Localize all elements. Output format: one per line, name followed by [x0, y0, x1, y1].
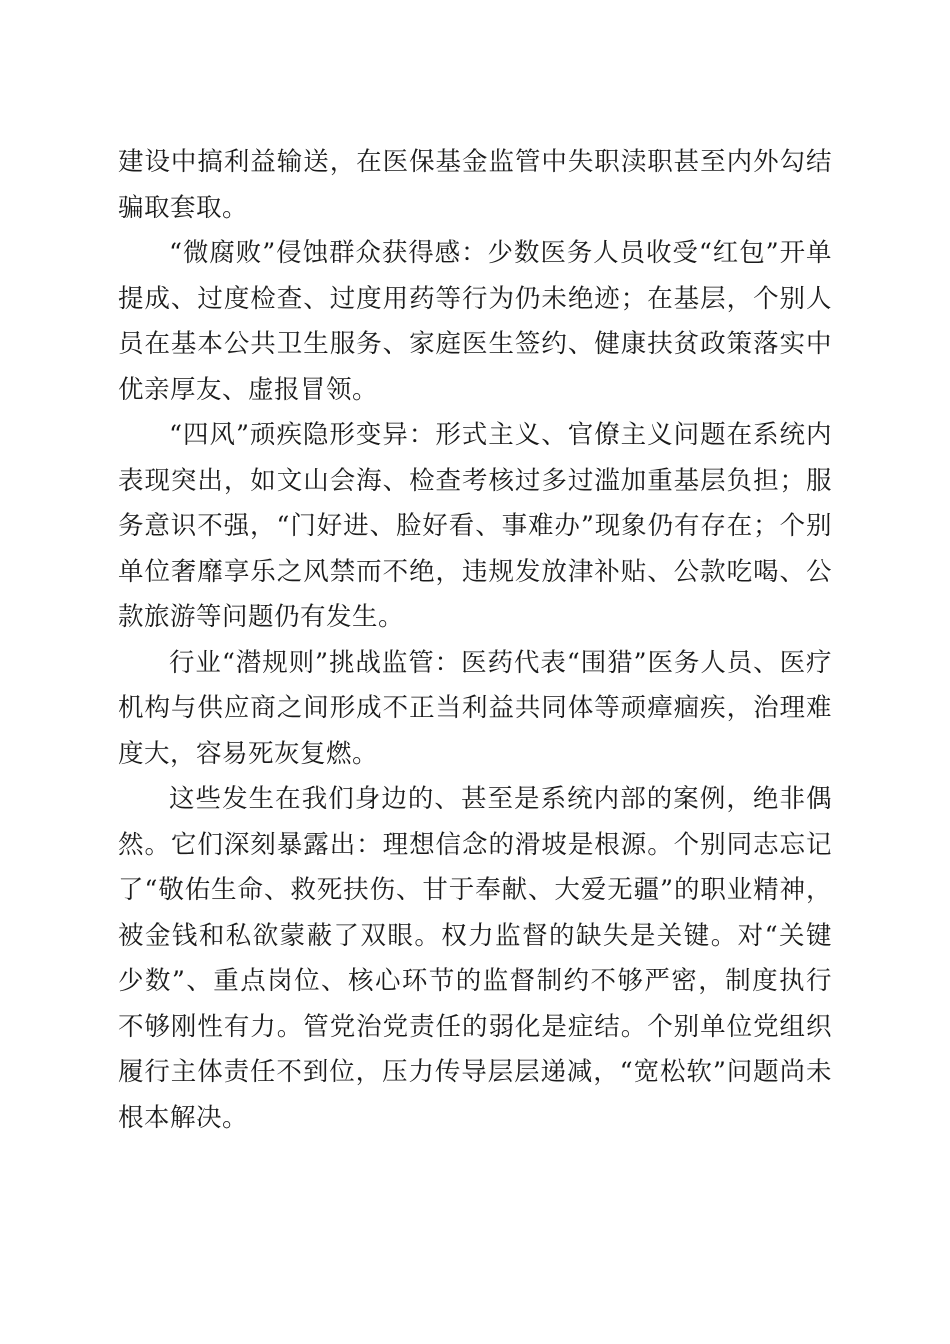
paragraph-hidden-rules: 行业“潜规则”挑战监管：医药代表“围猎”医务人员、医疗机构与供应商之间形成不正当利益共同体等顽瘴痼疾，治理难度大，容易死灰复燃。 [118, 647, 832, 769]
document-body [118, 140, 832, 1141]
paragraph-continuation: 建设中搞利益输送，在医保基金监管中失职渎职甚至内外勾结骗取套取。 [118, 147, 832, 223]
paragraph-micro-corruption: “微腐败”侵蚀群众获得感：少数医务人员收受“红包”开单提成、过度检查、过度用药等行为仍未绝迹；在基层，个别人员在基本公共卫生服务、家庭医生签约、健康扶贫政策落实中优亲厚友、虚报冒领。 [118, 238, 832, 405]
paragraph-root-causes: 这些发生在我们身边的、甚至是系统内部的案例，绝非偶然。它们深刻暴露出：理想信念的滑坡是根源。个别同志忘记了“敬佑生命、救死扶伤、甘于奉献、大爱无疆”的职业精神，被金钱和私欲蒙蔽了双眼。权力监督的缺失是关键。对“关键少数”、重点岗位、核心环节的监督制约不够严密，制度执行不够刚性有力。管党治党责任的弱化是症结。个别单位党组织履行主体责任不到位，压力传导层层递减，“宽松软”问题尚未根本解决。 [118, 784, 832, 1133]
paragraph-four-winds: “四风”顽疾隐形变异：形式主义、官僚主义问题在系统内表现突出，如文山会海、检查考核过多过滥加重基层负担；服务意识不强，“门好进、脸好看、事难办”现象仍有存在；个别单位奢靡享乐之风禁而不绝，违规发放津补贴、公款吃喝、公款旅游等问题仍有发生。 [118, 420, 832, 632]
